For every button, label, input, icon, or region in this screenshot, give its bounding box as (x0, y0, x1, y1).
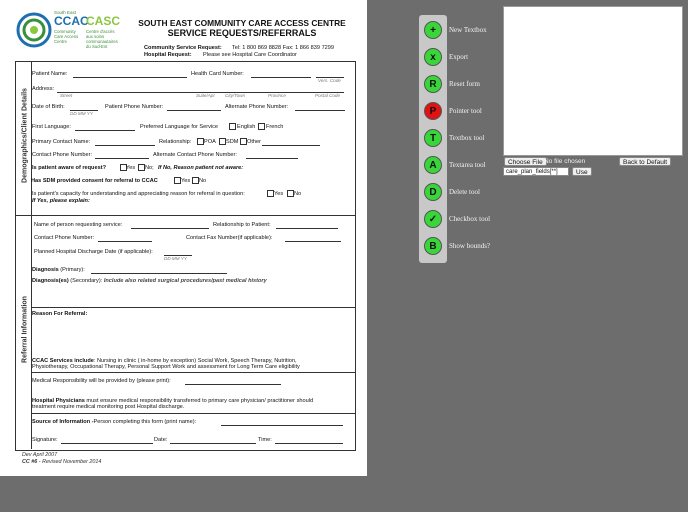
hospital-physicians-line2: treatment require medical monitoring post Hospital discharge. (32, 404, 185, 410)
section-divider (15, 215, 355, 216)
patient-phone-field[interactable] (167, 110, 221, 111)
contact-phone-label: Contact Phone Number: (32, 152, 93, 158)
hospital-request-label: Hospital Request: (144, 52, 192, 58)
source-divider (31, 413, 355, 414)
first-language-field[interactable] (75, 130, 135, 131)
hospital-physicians-bold: Hospital Physicians (32, 398, 85, 404)
province-hint: Province (268, 93, 286, 98)
checkbox-icon[interactable]: ✓ (424, 210, 442, 228)
community-request-value: Tel: 1 800 869 8828 Fax: 1 866 839 7299 (232, 45, 335, 51)
source-bold: Source of Information - (32, 419, 94, 425)
signature-label: Signature: (32, 437, 58, 443)
explain-label: If Yes, please explain: (32, 198, 90, 204)
aware-no-checkbox[interactable] (138, 164, 145, 171)
textbox-icon[interactable]: T (424, 129, 442, 147)
other-relationship-field[interactable] (262, 145, 320, 146)
discharge-hint: DD MM YY (164, 256, 187, 261)
plus-icon[interactable]: + (424, 21, 442, 39)
capacity-yes-checkbox[interactable] (267, 190, 274, 197)
tool-label[interactable]: Checkbox tool (449, 215, 491, 223)
consent-yes-checkbox[interactable] (174, 177, 181, 184)
no-file-status: No file chosen (544, 158, 586, 165)
discharge-label: Planned Hospital Discharge Date (if applicable): (34, 249, 153, 255)
ccac-logo-icon (16, 10, 56, 50)
signature-field[interactable] (61, 443, 153, 444)
bounds-icon[interactable]: B (424, 237, 442, 255)
aware-no-label: No; (145, 165, 154, 171)
time-field[interactable] (275, 443, 343, 444)
diagnosis-primary-bold: Diagnosis (32, 267, 59, 273)
diagnosis-secondary-text: (Secondary): (68, 278, 104, 284)
logo-french-sub: Centre d'accès aux soins communautaires du Sud-Est (86, 29, 118, 49)
community-request-label: Community Service Request: (144, 45, 222, 51)
dob-label: Date of Birth: (32, 104, 65, 110)
tool-label[interactable]: Textbox tool (449, 134, 485, 142)
field-name-input[interactable]: care_plan_fields[**] (503, 167, 569, 176)
contact-phone-field[interactable] (95, 158, 149, 159)
health-card-field[interactable] (251, 77, 311, 78)
medical-divider (31, 372, 355, 373)
reason-label: Reason For Referral: (32, 311, 88, 317)
english-checkbox[interactable] (229, 123, 236, 130)
revision-note (22, 459, 101, 465)
logo-english-sub: Community Care Access Centre (54, 29, 79, 44)
street-hint: Street (60, 93, 73, 98)
relationship-patient-field[interactable] (276, 228, 338, 229)
vers-code-hint: Vers. Code (318, 78, 341, 83)
pointer-icon[interactable]: P (424, 102, 442, 120)
hospital-request-value: Please see Hospital Care Coordinator (203, 52, 297, 58)
demographics-section-title: Demographics/Client Details (21, 88, 29, 183)
other-checkbox[interactable] (240, 138, 247, 145)
services-line1: : Nursing in clinic ( in-home by exception) Social Work, Speech Therapy, Nutrition, (93, 358, 297, 364)
poa-label: POA (204, 139, 216, 145)
req-contact-fax-label: Contact Fax Number(if applicable): (186, 235, 273, 241)
dev-date: Dev April 2007 (22, 452, 58, 458)
alt-phone-field[interactable] (295, 110, 345, 111)
tool-label[interactable]: Export (449, 53, 469, 61)
consent-no-checkbox[interactable] (192, 177, 199, 184)
source-name-field[interactable] (221, 425, 343, 426)
capacity-yes-label: Yes (274, 191, 284, 197)
choose-file-button[interactable]: Choose File (504, 157, 547, 166)
french-label: French (266, 124, 284, 130)
export-icon[interactable]: x (424, 48, 442, 66)
alt-contact-phone-field[interactable] (246, 158, 298, 159)
requester-label: Name of person requesting service: (34, 222, 123, 228)
sdm-label: SDM (226, 139, 239, 145)
tool-label[interactable]: Textarea tool (449, 161, 486, 169)
patient-phone-label: Patient Phone Number: (105, 104, 164, 110)
suite-hint: Suite/Apt (196, 93, 215, 98)
first-language-label: First Language: (32, 124, 71, 130)
sdm-consent-question: Has SDM provided consent for referral to CCAC (31, 178, 158, 184)
delete-icon[interactable]: D (424, 183, 442, 201)
consent-yes-label: Yes (181, 178, 191, 184)
requester-field[interactable] (131, 228, 209, 229)
dob-hint: DD MM YY (70, 111, 93, 116)
french-checkbox[interactable] (258, 123, 265, 130)
logo-region: South East (54, 10, 77, 15)
alt-phone-label: Alternate Phone Number: (225, 104, 289, 110)
req-contact-phone-field[interactable] (98, 241, 152, 242)
date-label: Date: (154, 437, 168, 443)
req-contact-fax-field[interactable] (285, 241, 341, 242)
other-label: Other (247, 139, 261, 145)
patient-name-field[interactable] (73, 77, 187, 78)
tool-label[interactable]: Delete tool (449, 188, 480, 196)
diagnosis-secondary-bold: Diagnosis(es) (32, 278, 69, 284)
date-field[interactable] (170, 443, 256, 444)
capacity-no-label: No (294, 191, 302, 197)
tool-label[interactable]: New Textbox (449, 26, 487, 34)
medical-resp-field[interactable] (185, 384, 281, 385)
capacity-no-checkbox[interactable] (287, 190, 294, 197)
export-textarea[interactable] (503, 6, 683, 156)
aware-yes-label: Yes (126, 165, 136, 171)
alt-contact-phone-label: Alternate Contact Phone Number: (153, 152, 237, 158)
revision-text: - Revised November 2014 (37, 459, 102, 465)
relationship-patient-label: Relationship to Patient: (213, 222, 271, 228)
address-label: Address: (32, 86, 55, 92)
time-label: Time: (258, 437, 272, 443)
tool-label[interactable]: Pointer tool (449, 107, 482, 115)
postal-hint: Postal Code (315, 93, 341, 98)
relationship-label: Relationship: (159, 139, 192, 145)
logo-casc: CASC (86, 14, 121, 28)
diagnosis-secondary-label (32, 278, 267, 284)
sdm-checkbox[interactable] (219, 138, 226, 145)
req-contact-phone-label: Contact Phone Number: (34, 235, 95, 241)
medical-resp-label: Medical Responsibility will be provided by (please print): (32, 378, 171, 384)
primary-contact-label: Primary Contact Name: (32, 139, 91, 145)
logo-ccac: CCAC (54, 14, 89, 28)
health-card-label: Health Card Number: (191, 71, 244, 77)
diagnosis-primary-label (32, 267, 85, 273)
poa-checkbox[interactable] (197, 138, 204, 145)
reason-divider (31, 307, 355, 308)
capacity-question: Is patient's capacity for understanding and appreciating reason for referral in question: (32, 191, 245, 197)
services-line2: Physiotherapy, Occupational Therapy, Personal Support Work and assessment for Long Term Care eligibility (32, 364, 300, 370)
form-subtitle: SERVICE REQUESTS/REFERRALS (167, 28, 317, 38)
referral-section-title: Referral Information (21, 296, 29, 363)
use-button[interactable]: Use (572, 167, 592, 176)
back-to-default-button[interactable]: Back to Default (619, 157, 671, 166)
aware-note: If No, Reason patient not aware: (158, 165, 244, 171)
patient-name-label: Patient Name: (32, 71, 68, 77)
primary-contact-field[interactable] (95, 145, 155, 146)
services-bold: CCAC Services include (32, 358, 94, 364)
tool-label[interactable]: Reset form (449, 80, 480, 88)
form-title: SOUTH EAST COMMUNITY CARE ACCESS CENTRE (138, 18, 346, 28)
diagnosis-primary-field[interactable] (91, 273, 227, 274)
revision-code: CC #6 (22, 459, 38, 465)
hospital-physicians-line1: must ensure medical responsibility transferred to primary care physician/ practitioner should (84, 398, 314, 404)
referral-form-page (0, 0, 367, 476)
reset-icon[interactable]: R (424, 75, 442, 93)
source-text: Person completing this form (print name): (93, 419, 197, 425)
diagnosis-secondary-note: Include also related surgical procedures/past medical history (103, 278, 267, 284)
diagnosis-primary-text: (Primary): (58, 267, 85, 273)
consent-no-label: No (199, 178, 207, 184)
english-label: English (237, 124, 256, 130)
tool-label[interactable]: Show bounds? (449, 242, 491, 250)
aware-question: Is patient aware of request? (32, 165, 106, 171)
preferred-language-label: Preferred Language for Service (140, 124, 219, 130)
city-hint: City/Town (225, 93, 245, 98)
textarea-icon[interactable]: A (424, 156, 442, 174)
